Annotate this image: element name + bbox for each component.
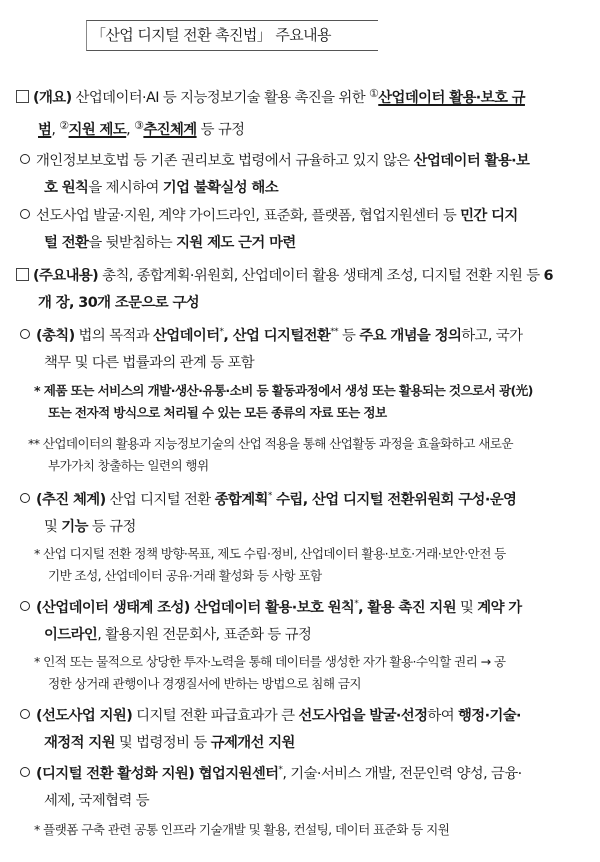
text: , 활용지원 전문회사, 표준화 등 규정 bbox=[97, 627, 312, 643]
bold-text: 기업 불확실성 해소 bbox=[162, 180, 279, 196]
separator: , bbox=[51, 122, 60, 138]
bold-text: 6 bbox=[543, 268, 553, 284]
bold-text: 개 장, 30개 조문으로 구성 bbox=[38, 295, 200, 311]
note-text: 또는 전자적 방식으로 처리될 수 있는 모든 종류의 자료 또는 정보 bbox=[48, 405, 387, 420]
separator: , bbox=[126, 122, 135, 138]
overview-item-2: 지원 제도 bbox=[68, 122, 127, 138]
text: 을 제시하여 bbox=[88, 180, 163, 196]
bold-text: 재정적 지원 bbox=[44, 735, 115, 751]
text: 산업 디지털 전환 bbox=[105, 492, 215, 508]
overview-item-1-cont: 범 bbox=[38, 122, 52, 138]
note-text: 부가가치 창출하는 일련의 행위 bbox=[48, 458, 209, 473]
overview-line bbox=[0, 80, 600, 112]
bold-text: 산업데이터 bbox=[153, 328, 220, 344]
bold-text: 수립, 산업 디지털 전환위원회 구성·운영 bbox=[271, 492, 517, 508]
overview-item-1: 산업데이터 활용·보호 규 bbox=[378, 90, 525, 106]
text: 및 법령정비 등 bbox=[114, 735, 211, 751]
bold-text: 민간 디지 bbox=[460, 208, 518, 224]
circle-bullet-icon bbox=[20, 709, 30, 719]
footnote-mark: * bbox=[278, 765, 283, 775]
leading-project-support bbox=[0, 703, 600, 757]
footnote-mark: * bbox=[267, 491, 272, 501]
promotion-system bbox=[0, 487, 600, 541]
overview-bullet-2 bbox=[0, 203, 600, 257]
bold-text: 털 전환 bbox=[44, 235, 89, 251]
bold-text: 계약 가 bbox=[477, 600, 522, 616]
text: 선도사업 발굴·지원, 계약 가이드라인, 표준화, 플랫폼, 협업지원센터 등 bbox=[36, 208, 461, 224]
circle-bullet-icon bbox=[20, 329, 30, 339]
overview-text: 산업데이터·AI 등 지능정보기술 활용 촉진을 위한 bbox=[71, 90, 369, 106]
text: 법의 목적과 bbox=[74, 328, 153, 344]
bold-text: 주요 개념을 정의 bbox=[359, 328, 462, 344]
text: 세제, 국제협력 등 bbox=[44, 793, 150, 809]
footnote-industrial-data bbox=[0, 380, 600, 424]
overview-section bbox=[0, 80, 600, 144]
digital-transformation-activation bbox=[0, 761, 600, 815]
circle-bullet-icon bbox=[20, 209, 30, 219]
footnote-master-plan bbox=[0, 543, 600, 587]
bold-text: 규제개선 지원 bbox=[210, 735, 295, 751]
label: (총칙) bbox=[36, 328, 75, 344]
text: 책무 및 다른 법률과의 관계 등 포함 bbox=[44, 355, 255, 371]
circled-number-2: ② bbox=[59, 119, 69, 132]
bold-text: , 활용 촉진 지원 bbox=[358, 600, 457, 616]
bold-text: 산업데이터 활용·보호 원칙 bbox=[189, 600, 355, 616]
bold-text: 기능 bbox=[61, 519, 88, 535]
note-text: 정한 상거래 관행이나 경쟁질서에 반하는 방법으로 침해 금지 bbox=[48, 676, 361, 691]
main-contents-section bbox=[0, 263, 600, 317]
text: 디지털 전환 파급효과가 큰 bbox=[132, 708, 299, 724]
note-text: * 산업 디지털 전환 정책 방향·목표, 제도 수립·정비, 산업데이터 활용·보호·거래·보안·안전 등 bbox=[34, 546, 506, 561]
text: 등 규정 bbox=[87, 519, 136, 535]
footnote-data-rights bbox=[0, 651, 600, 695]
circle-bullet-icon bbox=[20, 493, 30, 503]
circle-bullet-icon bbox=[20, 154, 30, 164]
bold-text: 선도사업을 발굴·선정 bbox=[298, 708, 428, 724]
footnote-mark: * bbox=[219, 327, 224, 337]
note-text: 기반 조성, 산업데이터 공유·거래 활성화 등 사항 포함 bbox=[48, 568, 322, 583]
overview-item-3: 추진체계 bbox=[143, 122, 197, 138]
bold-text: , 산업 디지털전환 bbox=[223, 328, 331, 344]
bold-text: 종합계획 bbox=[214, 492, 268, 508]
document-title: 「산업 디지털 전환 촉진법」 주요내용 bbox=[86, 20, 378, 51]
footnote-digital-transformation bbox=[0, 433, 600, 477]
bold-text: 이드라인 bbox=[44, 627, 98, 643]
square-bullet-icon bbox=[16, 268, 29, 281]
bold-text: 협업지원센터 bbox=[194, 766, 279, 782]
footnote-mark: ** bbox=[330, 327, 339, 337]
footnote-mark: * bbox=[354, 599, 359, 609]
bold-text: 호 원칙 bbox=[44, 180, 89, 196]
bold-text: 행정·기술· bbox=[457, 708, 521, 724]
footnote-collaboration-center bbox=[0, 819, 600, 841]
label: (추진 체계) bbox=[36, 492, 106, 508]
bold-text: 지원 제도 근거 마련 bbox=[176, 235, 296, 251]
circle-bullet-icon bbox=[20, 601, 30, 611]
text: 하여 bbox=[427, 708, 458, 724]
overview-bullet-1 bbox=[0, 148, 600, 202]
overview-label: (개요) bbox=[33, 90, 72, 106]
circled-number-1: ① bbox=[368, 87, 379, 100]
text: 하고, 국가 bbox=[461, 328, 523, 344]
text: 및 bbox=[44, 519, 62, 535]
general-provisions bbox=[0, 323, 600, 377]
data-ecosystem bbox=[0, 595, 600, 649]
square-bullet-icon bbox=[16, 90, 29, 103]
circle-bullet-icon bbox=[20, 767, 30, 777]
label: (산업데이터 생태계 조성) bbox=[36, 600, 190, 616]
text: 을 뒷받침하는 bbox=[88, 235, 177, 251]
note-text: * 제품 또는 서비스의 개발·생산·유통·소비 등 활동과정에서 생성 또는 활용되는 것으로서 광(光) bbox=[34, 383, 533, 398]
text: 및 bbox=[456, 600, 478, 616]
note-text: * 인적 또는 물적으로 상당한 투자·노력을 통해 데이터를 생성한 자가 활용·수익할 권리 → 공 bbox=[34, 654, 506, 669]
text: , 기술·서비스 개발, 전문인력 양성, 금융· bbox=[282, 766, 522, 782]
text: 개인정보보호법 등 기존 권리보호 법령에서 규율하고 있지 않은 bbox=[36, 153, 414, 169]
text: 총칙, 종합계획·위원회, 산업데이터 활용 생태계 조성, 디지털 전환 지원 등 bbox=[98, 268, 544, 284]
label: (선도사업 지원) bbox=[36, 708, 133, 724]
overview-tail: 등 규정 bbox=[196, 122, 245, 138]
text: 등 bbox=[338, 328, 360, 344]
main-label: (주요내용) bbox=[33, 268, 99, 284]
label: (디지털 전환 활성화 지원) bbox=[36, 766, 195, 782]
overview-line-cont bbox=[0, 112, 600, 144]
note-text: ** 산업데이터의 활용과 지능정보기술의 산업 적용을 통해 산업활동 과정을 효율화하고 새로운 bbox=[28, 436, 513, 451]
bold-text: 산업데이터 활용·보 bbox=[413, 153, 530, 169]
note-text: * 플랫폼 구축 관련 공통 인프라 기술개발 및 활용, 컨설팅, 데이터 표준화 등 지원 bbox=[34, 822, 450, 837]
circled-number-3: ③ bbox=[134, 119, 144, 132]
